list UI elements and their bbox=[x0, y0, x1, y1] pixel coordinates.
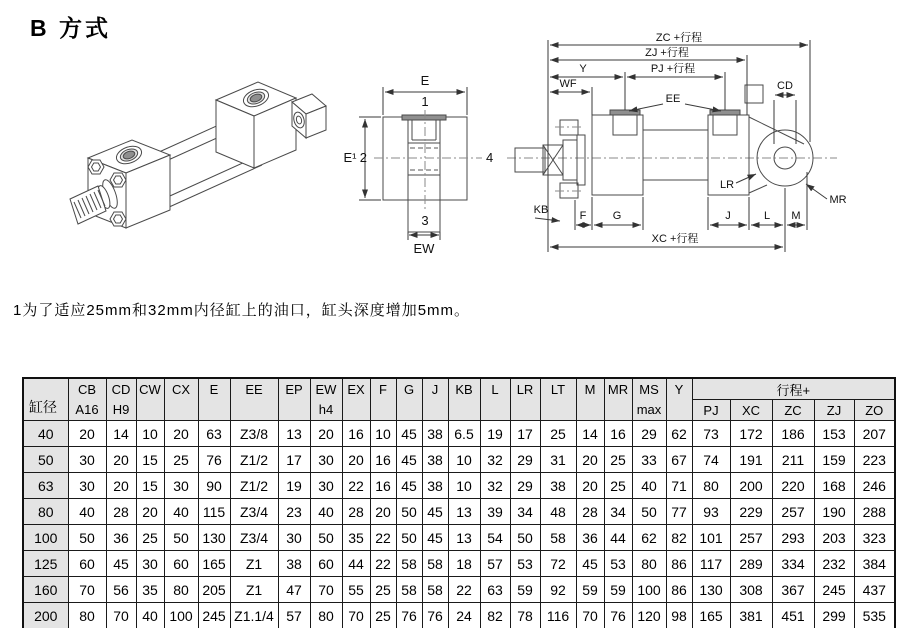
table-cell: 115 bbox=[198, 499, 230, 525]
table-cell: 28 bbox=[342, 499, 370, 525]
table-cell: 23 bbox=[278, 499, 310, 525]
table-cell: 50 bbox=[510, 525, 540, 551]
table-cell: 59 bbox=[510, 577, 540, 603]
table-cell: 20 bbox=[68, 421, 106, 447]
row-header-bore: 80 bbox=[23, 499, 68, 525]
column-header: G bbox=[396, 378, 422, 421]
table-cell: 15 bbox=[136, 447, 164, 473]
note-text: 1为了适应25mm和32mm内径缸上的油口，缸头深度增加5mm。 bbox=[13, 302, 471, 319]
table-row bbox=[23, 473, 895, 499]
table-cell: 76 bbox=[198, 447, 230, 473]
stroke-column-header: ZC bbox=[772, 400, 814, 421]
table-cell: 130 bbox=[198, 525, 230, 551]
table-cell: 25 bbox=[604, 447, 632, 473]
table-cell: 16 bbox=[342, 421, 370, 447]
table-cell: 60 bbox=[310, 551, 342, 577]
stroke-column-header: PJ bbox=[692, 400, 730, 421]
table-cell: 67 bbox=[666, 447, 692, 473]
column-header: EE bbox=[230, 378, 278, 421]
dim-label-KB: KB bbox=[533, 204, 549, 216]
table-cell: 31 bbox=[540, 447, 576, 473]
table-cell: 22 bbox=[342, 473, 370, 499]
table-cell: 25 bbox=[540, 421, 576, 447]
table-cell: 384 bbox=[854, 551, 895, 577]
table-cell: 59 bbox=[576, 577, 604, 603]
stroke-column-header: XC bbox=[730, 400, 772, 421]
dim-label-ZJ: ZJ +行程 bbox=[645, 47, 689, 59]
table-cell: 16 bbox=[370, 447, 396, 473]
table-cell: 58 bbox=[422, 551, 448, 577]
table-cell: 70 bbox=[342, 603, 370, 628]
table-cell: 29 bbox=[510, 447, 540, 473]
table-cell: 93 bbox=[692, 499, 730, 525]
table-cell: 153 bbox=[814, 421, 854, 447]
table-cell: 22 bbox=[370, 551, 396, 577]
table-cell: 13 bbox=[448, 499, 480, 525]
table-cell: 203 bbox=[814, 525, 854, 551]
table-cell: 191 bbox=[730, 447, 772, 473]
table-cell: 437 bbox=[854, 577, 895, 603]
table-cell: 190 bbox=[814, 499, 854, 525]
table-cell: 20 bbox=[576, 473, 604, 499]
table-cell: 30 bbox=[278, 525, 310, 551]
table-cell: 50 bbox=[68, 525, 106, 551]
table-cell: 58 bbox=[422, 577, 448, 603]
table-cell: 381 bbox=[730, 603, 772, 628]
table-cell: 45 bbox=[396, 473, 422, 499]
column-header: F bbox=[370, 378, 396, 421]
table-cell: 58 bbox=[540, 525, 576, 551]
table-cell: 20 bbox=[164, 421, 198, 447]
table-cell: 25 bbox=[136, 525, 164, 551]
dim-label-F: F bbox=[579, 210, 587, 222]
dim-label-MR: MR bbox=[829, 194, 847, 206]
column-header: CX bbox=[164, 378, 198, 421]
table-cell: 54 bbox=[480, 525, 510, 551]
stroke-column-header: ZJ bbox=[814, 400, 854, 421]
table-cell: 39 bbox=[480, 499, 510, 525]
table-cell: 14 bbox=[576, 421, 604, 447]
table-cell: 172 bbox=[730, 421, 772, 447]
table-cell: 232 bbox=[814, 551, 854, 577]
table-cell: 38 bbox=[422, 421, 448, 447]
table-cell: 20 bbox=[370, 499, 396, 525]
dim-label-LR: LR bbox=[719, 179, 735, 191]
table-cell: 19 bbox=[480, 421, 510, 447]
table-row bbox=[23, 551, 895, 577]
table-cell: 288 bbox=[854, 499, 895, 525]
table-cell: 38 bbox=[422, 473, 448, 499]
table-cell: 80 bbox=[164, 577, 198, 603]
table-cell: 451 bbox=[772, 603, 814, 628]
table-cell: 63 bbox=[198, 421, 230, 447]
table-cell: 20 bbox=[342, 447, 370, 473]
table-cell: 24 bbox=[448, 603, 480, 628]
table-cell: 44 bbox=[342, 551, 370, 577]
table-cell: 98 bbox=[666, 603, 692, 628]
dimension-table-body bbox=[23, 421, 895, 628]
table-cell: 32 bbox=[480, 447, 510, 473]
table-cell: 10 bbox=[370, 421, 396, 447]
table-cell: 38 bbox=[540, 473, 576, 499]
table-cell: 211 bbox=[772, 447, 814, 473]
table-cell: 205 bbox=[198, 577, 230, 603]
table-cell: 40 bbox=[632, 473, 666, 499]
table-cell: 17 bbox=[510, 421, 540, 447]
table-cell: 165 bbox=[198, 551, 230, 577]
row-header-bore: 100 bbox=[23, 525, 68, 551]
dim-label-WF: WF bbox=[559, 78, 577, 90]
tie-rod-nut bbox=[88, 160, 104, 174]
table-cell: 76 bbox=[604, 603, 632, 628]
table-cell: 53 bbox=[604, 551, 632, 577]
table-cell: 25 bbox=[604, 473, 632, 499]
stroke-group-header: 行程+ bbox=[692, 378, 895, 400]
table-cell: 101 bbox=[692, 525, 730, 551]
dim-label-M: M bbox=[791, 210, 801, 222]
table-cell: 50 bbox=[310, 525, 342, 551]
table-cell: 200 bbox=[730, 473, 772, 499]
row-header-bore: 125 bbox=[23, 551, 68, 577]
table-cell: 257 bbox=[730, 525, 772, 551]
table-cell: 45 bbox=[396, 421, 422, 447]
table-cell: 28 bbox=[576, 499, 604, 525]
table-cell: 76 bbox=[422, 603, 448, 628]
table-cell: 223 bbox=[854, 447, 895, 473]
table-cell: 25 bbox=[370, 577, 396, 603]
port-number-2: 2 bbox=[359, 150, 367, 165]
table-cell: 20 bbox=[576, 447, 604, 473]
column-header: EP bbox=[278, 378, 310, 421]
table-cell: 45 bbox=[396, 447, 422, 473]
column-header: Y bbox=[666, 378, 692, 421]
table-cell: 207 bbox=[854, 421, 895, 447]
table-cell: 293 bbox=[772, 525, 814, 551]
table-cell: 40 bbox=[136, 603, 164, 628]
table-cell: 77 bbox=[666, 499, 692, 525]
table-cell: 55 bbox=[342, 577, 370, 603]
table-cell: 13 bbox=[448, 525, 480, 551]
table-cell: 16 bbox=[370, 473, 396, 499]
table-cell: 35 bbox=[136, 577, 164, 603]
table-row bbox=[23, 421, 895, 447]
column-header: KB bbox=[448, 378, 480, 421]
tie-rod-nut bbox=[110, 173, 126, 187]
table-cell: 58 bbox=[396, 551, 422, 577]
column-header: MR bbox=[604, 378, 632, 421]
table-cell: 38 bbox=[278, 551, 310, 577]
table-cell: 60 bbox=[68, 551, 106, 577]
table-cell: 50 bbox=[164, 525, 198, 551]
table-cell: Z3/8 bbox=[230, 421, 278, 447]
table-cell: 40 bbox=[68, 499, 106, 525]
dim-label-G: G bbox=[612, 210, 622, 222]
column-header: LR bbox=[510, 378, 540, 421]
table-cell: 38 bbox=[422, 447, 448, 473]
table-cell: Z1.1/4 bbox=[230, 603, 278, 628]
table-cell: 50 bbox=[396, 525, 422, 551]
table-cell: 10 bbox=[448, 447, 480, 473]
table-cell: 20 bbox=[106, 473, 136, 499]
table-cell: 30 bbox=[164, 473, 198, 499]
table-cell: 47 bbox=[278, 577, 310, 603]
row-header-bore: 40 bbox=[23, 421, 68, 447]
table-cell: 117 bbox=[692, 551, 730, 577]
dim-label-Y: Y bbox=[579, 63, 587, 75]
column-header: L bbox=[480, 378, 510, 421]
table-cell: 90 bbox=[198, 473, 230, 499]
table-cell: 30 bbox=[136, 551, 164, 577]
table-cell: 86 bbox=[666, 577, 692, 603]
table-row bbox=[23, 577, 895, 603]
table-row bbox=[23, 499, 895, 525]
end-view-drawing bbox=[336, 72, 516, 272]
dim-label-L: L bbox=[763, 210, 771, 222]
table-cell: 13 bbox=[278, 421, 310, 447]
table-cell: 59 bbox=[604, 577, 632, 603]
table-cell: 20 bbox=[106, 447, 136, 473]
table-cell: 28 bbox=[106, 499, 136, 525]
table-cell: 334 bbox=[772, 551, 814, 577]
table-cell: Z3/4 bbox=[230, 499, 278, 525]
table-cell: 367 bbox=[772, 577, 814, 603]
table-cell: 71 bbox=[666, 473, 692, 499]
table-cell: 45 bbox=[422, 525, 448, 551]
table-cell: 80 bbox=[68, 603, 106, 628]
table-cell: 116 bbox=[540, 603, 576, 628]
table-cell: 70 bbox=[576, 603, 604, 628]
table-cell: Z1/2 bbox=[230, 447, 278, 473]
column-header: EW h4 bbox=[310, 378, 342, 421]
table-cell: 25 bbox=[164, 447, 198, 473]
row-header-bore: 160 bbox=[23, 577, 68, 603]
table-cell: 186 bbox=[772, 421, 814, 447]
table-row bbox=[23, 603, 895, 628]
table-cell: 58 bbox=[396, 577, 422, 603]
table-cell: 30 bbox=[68, 473, 106, 499]
column-header: J bbox=[422, 378, 448, 421]
table-cell: 76 bbox=[396, 603, 422, 628]
table-cell: 17 bbox=[278, 447, 310, 473]
table-cell: 45 bbox=[422, 499, 448, 525]
table-cell: 40 bbox=[310, 499, 342, 525]
column-header: CB A16 bbox=[68, 378, 106, 421]
table-cell: 18 bbox=[448, 551, 480, 577]
dim-label-E: E bbox=[420, 73, 430, 88]
table-cell: 10 bbox=[136, 421, 164, 447]
table-cell: 30 bbox=[68, 447, 106, 473]
table-cell: 246 bbox=[854, 473, 895, 499]
table-cell: 48 bbox=[540, 499, 576, 525]
port-number-3: 3 bbox=[421, 213, 429, 228]
table-cell: 19 bbox=[278, 473, 310, 499]
column-header: M bbox=[576, 378, 604, 421]
table-cell: 82 bbox=[666, 525, 692, 551]
table-cell: 308 bbox=[730, 577, 772, 603]
table-cell: Z1 bbox=[230, 551, 278, 577]
table-cell: 73 bbox=[692, 421, 730, 447]
table-cell: 50 bbox=[632, 499, 666, 525]
table-cell: 20 bbox=[310, 421, 342, 447]
table-cell: 10 bbox=[448, 473, 480, 499]
table-cell: 72 bbox=[540, 551, 576, 577]
table-cell: 220 bbox=[772, 473, 814, 499]
table-cell: 100 bbox=[164, 603, 198, 628]
table-cell: 57 bbox=[480, 551, 510, 577]
column-header-bore: 缸径 bbox=[23, 378, 68, 421]
column-header: E bbox=[198, 378, 230, 421]
table-cell: Z1 bbox=[230, 577, 278, 603]
table-cell: 130 bbox=[692, 577, 730, 603]
column-header: EX bbox=[342, 378, 370, 421]
table-cell: 74 bbox=[692, 447, 730, 473]
table-cell: 33 bbox=[632, 447, 666, 473]
table-cell: 25 bbox=[370, 603, 396, 628]
table-cell: 36 bbox=[106, 525, 136, 551]
column-header: CD H9 bbox=[106, 378, 136, 421]
isometric-cylinder-drawing bbox=[60, 58, 328, 278]
table-cell: 30 bbox=[310, 447, 342, 473]
table-cell: 78 bbox=[510, 603, 540, 628]
table-row bbox=[23, 525, 895, 551]
table-cell: 14 bbox=[106, 421, 136, 447]
table-cell: 100 bbox=[632, 577, 666, 603]
table-cell: 50 bbox=[396, 499, 422, 525]
table-cell: 245 bbox=[814, 577, 854, 603]
table-cell: 92 bbox=[540, 577, 576, 603]
table-cell: Z1/2 bbox=[230, 473, 278, 499]
table-cell: 62 bbox=[632, 525, 666, 551]
table-cell: 53 bbox=[510, 551, 540, 577]
table-cell: 15 bbox=[136, 473, 164, 499]
dim-label-J: J bbox=[725, 210, 731, 222]
table-cell: 120 bbox=[632, 603, 666, 628]
port-number-4: 4 bbox=[486, 150, 494, 165]
table-cell: 299 bbox=[814, 603, 854, 628]
dim-label-PJ: PJ +行程 bbox=[650, 63, 696, 75]
table-cell: 165 bbox=[692, 603, 730, 628]
table-cell: 22 bbox=[370, 525, 396, 551]
table-cell: 229 bbox=[730, 499, 772, 525]
table-cell: 45 bbox=[106, 551, 136, 577]
table-cell: 257 bbox=[772, 499, 814, 525]
table-cell: 20 bbox=[136, 499, 164, 525]
table-cell: 323 bbox=[854, 525, 895, 551]
dim-label-ZC: ZC +行程 bbox=[655, 32, 703, 44]
tie-rod-nut bbox=[110, 212, 126, 226]
table-cell: 34 bbox=[510, 499, 540, 525]
row-header-bore: 50 bbox=[23, 447, 68, 473]
table-cell: 535 bbox=[854, 603, 895, 628]
column-header: CW bbox=[136, 378, 164, 421]
table-cell: 70 bbox=[68, 577, 106, 603]
stroke-column-header: ZO bbox=[854, 400, 895, 421]
table-cell: 80 bbox=[310, 603, 342, 628]
row-header-bore: 200 bbox=[23, 603, 68, 628]
dim-label-EE: EE bbox=[665, 93, 681, 105]
table-cell: 82 bbox=[480, 603, 510, 628]
table-cell: 159 bbox=[814, 447, 854, 473]
table-cell: Z3/4 bbox=[230, 525, 278, 551]
dim-label-EW: EW bbox=[413, 241, 435, 256]
table-cell: 36 bbox=[576, 525, 604, 551]
port-number-1: 1 bbox=[421, 94, 429, 109]
dim-label-CD: CD bbox=[777, 80, 793, 92]
table-cell: 60 bbox=[164, 551, 198, 577]
column-header: LT bbox=[540, 378, 576, 421]
table-cell: 62 bbox=[666, 421, 692, 447]
dim-label-E1: E¹ bbox=[343, 150, 357, 165]
dim-label-XC: XC +行程 bbox=[651, 233, 699, 245]
table-cell: 29 bbox=[632, 421, 666, 447]
table-cell: 57 bbox=[278, 603, 310, 628]
table-cell: 40 bbox=[164, 499, 198, 525]
table-cell: 80 bbox=[632, 551, 666, 577]
table-cell: 70 bbox=[310, 577, 342, 603]
table-cell: 289 bbox=[730, 551, 772, 577]
table-cell: 80 bbox=[692, 473, 730, 499]
table-cell: 56 bbox=[106, 577, 136, 603]
table-row bbox=[23, 447, 895, 473]
table-cell: 168 bbox=[814, 473, 854, 499]
row-header-bore: 63 bbox=[23, 473, 68, 499]
table-cell: 16 bbox=[604, 421, 632, 447]
table-cell: 30 bbox=[310, 473, 342, 499]
table-cell: 45 bbox=[576, 551, 604, 577]
table-cell: 245 bbox=[198, 603, 230, 628]
dimension-table bbox=[22, 377, 896, 628]
table-cell: 29 bbox=[510, 473, 540, 499]
side-view-drawing bbox=[505, 22, 900, 267]
table-cell: 86 bbox=[666, 551, 692, 577]
table-cell: 32 bbox=[480, 473, 510, 499]
dimension-table-head bbox=[23, 378, 895, 421]
table-cell: 63 bbox=[480, 577, 510, 603]
column-header: MS max bbox=[632, 378, 666, 421]
table-cell: 22 bbox=[448, 577, 480, 603]
table-cell: 6.5 bbox=[448, 421, 480, 447]
page-title: B 方式 bbox=[30, 15, 111, 41]
table-cell: 34 bbox=[604, 499, 632, 525]
table-cell: 44 bbox=[604, 525, 632, 551]
table-cell: 35 bbox=[342, 525, 370, 551]
table-cell: 70 bbox=[106, 603, 136, 628]
